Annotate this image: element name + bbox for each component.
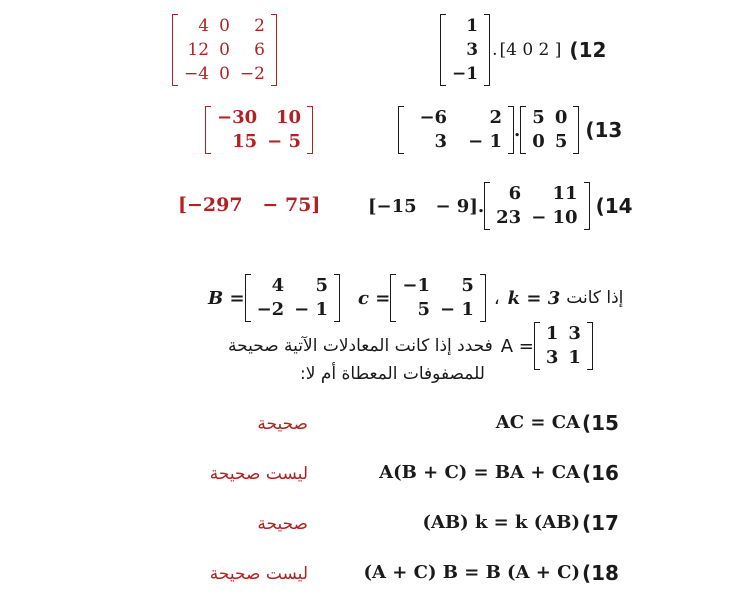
left-matrix-13-cell: −6	[419, 107, 448, 128]
answer-12-cell: 6	[254, 40, 265, 60]
problem-number-13: (13	[585, 118, 623, 142]
k-value: k = 3	[507, 287, 561, 309]
matrix-A-row	[541, 346, 586, 370]
answer-12-row	[179, 62, 270, 86]
problem-13	[398, 106, 622, 154]
statement-equation: (AB) k = k (AB)	[422, 512, 580, 533]
matrix-A-cell: 1	[545, 323, 559, 344]
dot-13: .	[514, 119, 521, 141]
matrix-A-cell: 3	[568, 323, 581, 344]
column-vector-12-cell: 3	[466, 40, 479, 60]
answer-12-table	[179, 14, 270, 86]
column-vector-12-row	[447, 62, 483, 86]
statement-answer: صحيحة	[257, 514, 308, 534]
answer-13-cell: −30	[217, 107, 258, 128]
A-label: A =	[500, 335, 534, 357]
statement-number: (15	[582, 411, 619, 435]
B-label: B =	[208, 287, 245, 309]
answer-13-row	[212, 130, 306, 154]
right-matrix-13-row	[527, 130, 572, 154]
matrix-c-cell: 5	[417, 299, 430, 320]
statement-number: (18	[582, 561, 619, 585]
answer-12-row	[179, 38, 270, 62]
matrix-B-row	[252, 298, 333, 322]
row-vector-12: [4 0 2 ]	[499, 40, 562, 60]
left-matrix-13	[398, 106, 514, 154]
right-matrix-13-cell: 5	[554, 131, 568, 152]
matrix-A-cell: 1	[568, 347, 581, 368]
right-matrix-13-cell: 5	[532, 107, 545, 128]
statement-answer: صحيحة	[257, 414, 308, 434]
right-matrix-14-row	[491, 182, 582, 206]
left-row-14: [−15 − 9]	[368, 195, 478, 217]
column-vector-12-row	[447, 38, 483, 62]
comma: ،	[493, 287, 500, 309]
matrix-c	[390, 274, 485, 322]
column-vector-12-cell: −1	[452, 64, 479, 84]
right-matrix-13-row	[527, 106, 572, 130]
if-text: إذا كانت	[566, 288, 624, 308]
matrix-c-cell: − 1	[439, 299, 474, 320]
statement-number: (16	[582, 461, 619, 485]
c-label: c =	[358, 287, 391, 309]
answer-13-cell: 10	[275, 107, 302, 128]
answer-13-cell: 15	[232, 131, 258, 152]
matrix-c-row	[397, 298, 478, 322]
left-matrix-13-row	[405, 130, 507, 154]
right-matrix-14	[484, 182, 589, 230]
statement-number: (17	[582, 511, 619, 535]
answer-12-cell: 0	[219, 64, 230, 84]
given-line-3: للمصفوفات المعطاة أم لا:	[300, 364, 485, 384]
statement-equation: A(B + C) = BA + CA	[379, 462, 580, 483]
answer-13-row	[212, 106, 306, 130]
matrix-c-row	[397, 274, 478, 298]
matrix-B-cell: − 1	[294, 299, 329, 320]
statement-answer: ليست صحيحة	[209, 464, 308, 484]
problem-12	[440, 14, 606, 86]
left-matrix-13-cell: 2	[489, 107, 502, 128]
answer-12-cell: 4	[198, 16, 210, 36]
answer-12-cell: 0	[219, 16, 230, 36]
matrix-B-cell: 5	[315, 275, 329, 296]
instruction-text: فحدد إذا كانت المعادلات الآتية صحيحة	[228, 336, 493, 356]
answer-12-cell: 2	[254, 16, 265, 36]
answer-12-cell: −4	[184, 64, 210, 84]
answer-12-cell: 0	[219, 40, 230, 60]
right-matrix-13-cell: 0	[532, 131, 545, 152]
right-matrix-14-cell: − 10	[531, 207, 578, 228]
given-line-1	[208, 274, 623, 322]
answer-13-cell: − 5	[267, 131, 302, 152]
right-matrix-13-cell: 0	[554, 107, 568, 128]
answer-12-matrix	[172, 14, 277, 86]
column-vector-12-row	[447, 14, 483, 38]
matrix-B-row	[252, 274, 333, 298]
right-matrix-14-cell: 6	[508, 183, 522, 204]
problem-14	[368, 182, 633, 230]
answer-12-row	[179, 14, 270, 38]
right-matrix-14-cell: 23	[496, 207, 522, 228]
matrix-B-cell: −2	[256, 299, 285, 320]
right-matrix-14-cell: 11	[552, 183, 578, 204]
matrix-A	[534, 322, 593, 370]
column-vector-12	[440, 14, 490, 86]
problem-number-12: (12	[569, 38, 607, 62]
matrix-c-cell: 5	[461, 275, 474, 296]
matrix-c-cell: −1	[402, 275, 430, 296]
matrix-B-cell: 4	[271, 275, 285, 296]
matrix-B	[245, 274, 340, 322]
statement-equation: (A + C) B = B (A + C)	[363, 562, 580, 583]
matrix-A-cell: 3	[545, 347, 559, 368]
right-matrix-14-row	[491, 206, 582, 230]
given-line-2	[228, 322, 593, 370]
answer-12-cell: 12	[187, 40, 210, 60]
dot-12: .	[492, 40, 498, 60]
answer-13-matrix	[205, 106, 313, 154]
answer-12-cell: −2	[239, 64, 265, 84]
right-matrix-13	[520, 106, 579, 154]
left-matrix-13-cell: 3	[434, 131, 448, 152]
answer-14-row: [−297 − 75]	[178, 194, 321, 216]
problem-number-14: (14	[595, 194, 633, 218]
left-matrix-13-cell: − 1	[468, 131, 502, 152]
dot-14: .	[477, 195, 485, 217]
statement-answer: ليست صحيحة	[209, 564, 308, 584]
statement-equation: AC = CA	[495, 412, 580, 433]
left-matrix-13-row	[405, 106, 507, 130]
matrix-A-row	[541, 322, 586, 346]
column-vector-12-cell: 1	[466, 16, 479, 36]
